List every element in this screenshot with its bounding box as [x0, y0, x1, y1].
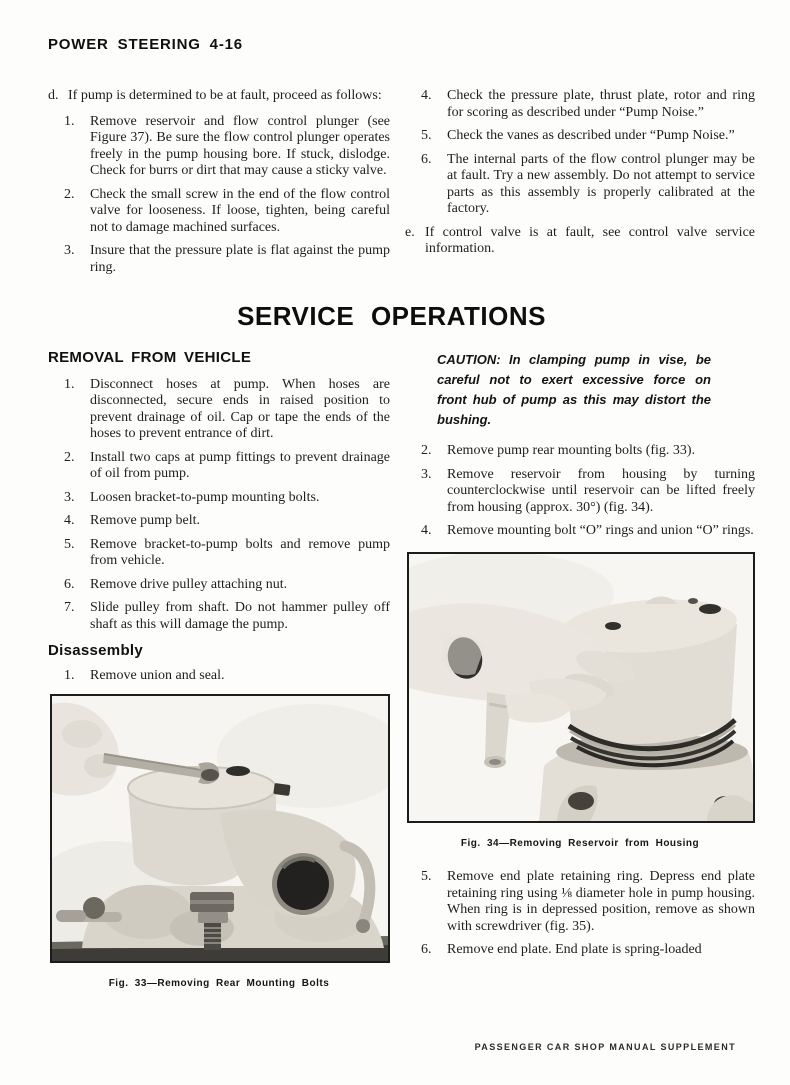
list-item	[405, 467, 755, 517]
step-text: Remove reservoir from housing by turning counterclockwise until reservoir can be lifted freely from housing (approx. 30°) (fig. 34).	[447, 466, 755, 515]
step-number: 5.	[64, 536, 75, 552]
step-text: The internal parts of the flow control plunger may be at fault. Try a new assembly. Do not attempt to service parts as this assembly is properly calibrated at the factory.	[447, 151, 755, 216]
page-header: POWER STEERING 4-16	[48, 36, 243, 53]
list-item	[48, 450, 390, 483]
list-item	[48, 537, 390, 570]
step-number: 1.	[64, 113, 75, 129]
list-item	[405, 88, 755, 121]
figure-34	[407, 552, 755, 823]
step-number: 2.	[64, 186, 75, 202]
step-text: Check the small screw in the end of the flow control valve for looseness. If loose, tighten, being careful not to damage machined surfaces.	[90, 186, 390, 235]
item-text: If pump is determined to be at fault, proceed as follows:	[68, 88, 382, 103]
figure-34-photo	[409, 554, 753, 821]
step-number: 6.	[421, 151, 432, 167]
step-text: Remove end plate. End plate is spring-loaded	[447, 942, 702, 957]
step-number: 1.	[64, 667, 75, 683]
step-text: Check the pressure plate, thrust plate, rotor and ring for scoring as described under “Pump Noise.”	[447, 88, 755, 120]
step-text: Install two caps at pump fittings to prevent drainage of oil from pump.	[90, 449, 390, 481]
list-item	[48, 577, 390, 594]
disassembly-heading: Disassembly	[48, 642, 144, 659]
step-text: Remove reservoir and flow control plunger (see Figure 37). Be sure the flow control plunger operates freely in the pump housing bore. If stuck, dislodge. Check for burrs or dirt that may cause a sticky valve.	[90, 113, 390, 178]
list-item-d	[48, 88, 390, 105]
step-text: Remove pump belt.	[90, 513, 201, 528]
step-number: 1.	[64, 376, 75, 392]
step-number: 3.	[421, 466, 432, 482]
list-item	[405, 443, 755, 460]
caution-note: CAUTION: In clamping pump in vise, be careful not to exert excessive force on front hub of pump as this may distort the bushing.	[437, 352, 711, 427]
step-number: 4.	[421, 523, 432, 538]
figure-33-photo	[52, 696, 388, 961]
step-number: 4.	[64, 513, 75, 528]
list-item	[405, 128, 755, 145]
step-number: 2.	[421, 443, 432, 458]
list-item	[405, 152, 755, 218]
list-item	[48, 187, 390, 237]
diagnosis-left-column	[48, 88, 390, 283]
item-text: If control valve is at fault, see control valve service information.	[425, 224, 755, 256]
list-item	[405, 869, 755, 935]
list-item	[405, 523, 755, 540]
figure-34-caption: Fig. 34—Removing Reservoir from Housing	[460, 837, 700, 849]
step-text: Disconnect hoses at pump. When hoses are disconnected, secure ends in raised position to prevent drainage of oil. Cap or tape the ends of the hoses to prevent entrance of dirt.	[90, 376, 390, 441]
step-text: Loosen bracket-to-pump mounting bolts.	[90, 489, 320, 505]
step-number: 6.	[64, 576, 75, 592]
list-item	[48, 243, 390, 276]
figure-33-caption: Fig. 33—Removing Rear Mounting Bolts	[108, 978, 330, 989]
step-text: Slide pulley from shaft. Do not hammer pulley off shaft as this will damage the pump.	[90, 600, 390, 632]
list-item	[48, 600, 390, 633]
step-text: Remove drive pulley attaching nut.	[90, 576, 288, 592]
removal-heading: REMOVAL FROM VEHICLE	[48, 349, 252, 366]
list-item	[48, 668, 390, 685]
step-number: 3.	[64, 489, 75, 505]
step-text: Check the vanes as described under “Pump Noise.”	[447, 128, 735, 143]
step-text: Remove end plate retaining ring. Depress end plate retaining ring using ⅛ diameter hole in pump housing. When ring is in depressed position, remove as shown with screwdriver (fig. 35).	[447, 869, 755, 934]
step-number: 4.	[421, 88, 432, 103]
item-letter: d.	[48, 88, 59, 103]
item-letter: e.	[405, 224, 415, 240]
list-item	[48, 490, 390, 507]
page-footer: PASSENGER CAR SHOP MANUAL SUPPLEMENT	[474, 1042, 736, 1052]
list-item	[48, 377, 390, 443]
step-text: Remove union and seal.	[90, 667, 225, 683]
service-right-column	[405, 350, 755, 993]
section-title: SERVICE OPERATIONS	[237, 301, 546, 331]
service-left-column	[48, 350, 390, 993]
diagnosis-section	[48, 88, 755, 283]
diagnosis-right-column	[405, 88, 755, 283]
step-text: Insure that the pressure plate is flat against the pump ring.	[90, 243, 390, 275]
step-number: 5.	[421, 128, 432, 143]
service-section	[48, 350, 755, 993]
step-text: Remove mounting bolt “O” rings and union “O” rings.	[447, 523, 754, 538]
step-number: 5.	[421, 869, 432, 884]
step-text: Remove pump rear mounting bolts (fig. 33).	[447, 443, 696, 458]
page-content	[48, 88, 755, 993]
step-number: 2.	[64, 449, 75, 465]
list-item	[405, 942, 755, 959]
list-item-e	[405, 225, 755, 258]
step-number: 6.	[421, 942, 432, 957]
figure-33	[50, 694, 390, 963]
list-item	[48, 513, 390, 530]
list-item	[48, 114, 390, 180]
step-number: 3.	[64, 243, 75, 258]
step-text: Remove bracket-to-pump bolts and remove pump from vehicle.	[90, 536, 390, 568]
step-number: 7.	[64, 600, 75, 615]
